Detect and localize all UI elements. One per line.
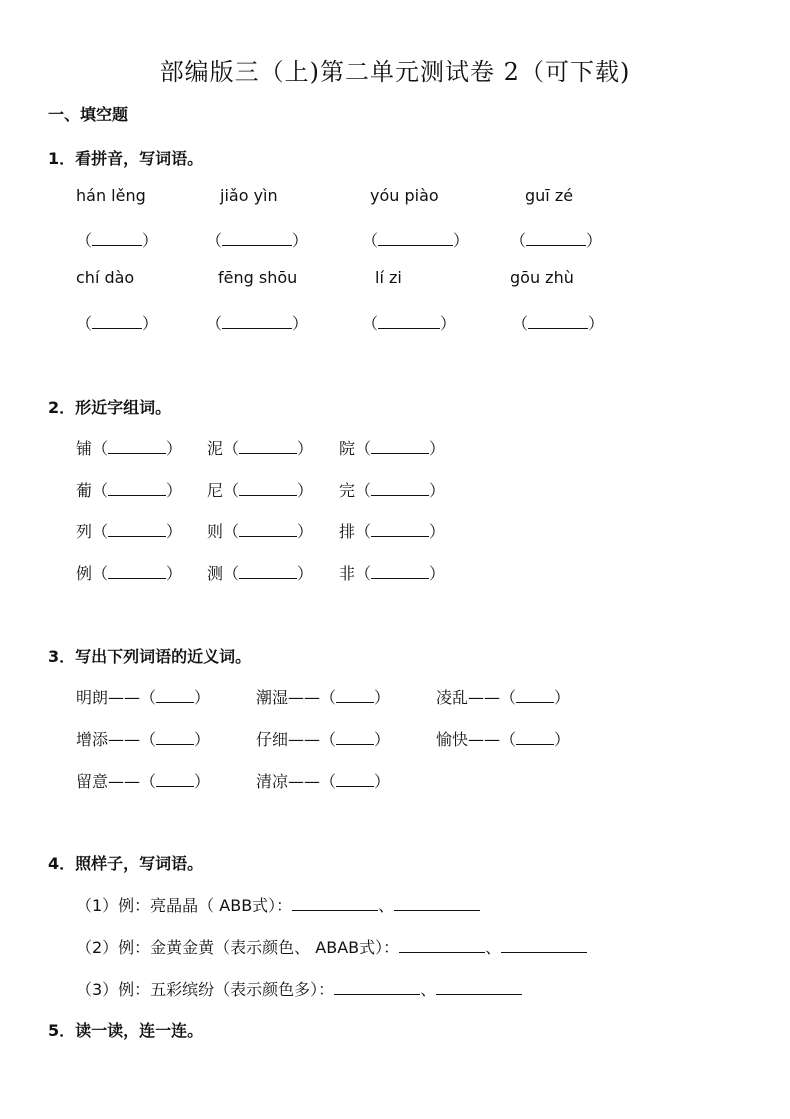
section-heading: 一、填空题 (48, 105, 129, 124)
pattern-item[interactable]: （2）例：金黄金黄（表示颜色、 ABAB式）： 、 (76, 935, 587, 958)
char-blank[interactable]: 泥（ ） (207, 439, 314, 458)
pattern-item[interactable]: （1）例：亮晶晶（ ABB式）： 、 (76, 893, 480, 916)
char-blank[interactable]: 尼（ ） (207, 481, 314, 500)
synonym-blank[interactable]: 愉快——（ ） (436, 730, 571, 749)
char-blank[interactable]: 列（ ） (76, 522, 183, 541)
answer-blank[interactable]: （ ） (510, 231, 603, 250)
answer-blank[interactable]: （ ） (362, 231, 470, 250)
question-2-title: 2．形近字组词。 (48, 398, 172, 417)
synonym-blank[interactable]: 凌乱——（ ） (436, 688, 571, 707)
pinyin: fēng shōu (218, 268, 298, 287)
char-blank[interactable]: 完（ ） (339, 481, 446, 500)
answer-blank[interactable]: （ ） (76, 314, 159, 333)
char-blank[interactable]: 测（ ） (207, 564, 314, 583)
question-5-title: 5．读一读，连一连。 (48, 1021, 204, 1040)
char-blank[interactable]: 铺（ ） (76, 439, 183, 458)
char-blank[interactable]: 排（ ） (339, 522, 446, 541)
pinyin: lí zi (375, 268, 402, 287)
char-blank[interactable]: 葡（ ） (76, 481, 183, 500)
synonym-blank[interactable]: 仔细——（ ） (256, 730, 391, 749)
question-4-title: 4．照样子，写词语。 (48, 854, 204, 873)
answer-blank[interactable]: （ ） (206, 231, 309, 250)
char-blank[interactable]: 则（ ） (207, 522, 314, 541)
pinyin: yóu piào (370, 186, 439, 205)
char-blank[interactable]: 例（ ） (76, 564, 183, 583)
pinyin: chí dào (76, 268, 135, 287)
pattern-item[interactable]: （3）例：五彩缤纷（表示颜色多）： 、 (76, 977, 522, 1000)
answer-blank[interactable]: （ ） (76, 231, 159, 250)
answer-blank[interactable]: （ ） (362, 314, 457, 333)
synonym-blank[interactable]: 明朗——（ ） (76, 688, 211, 707)
pinyin: guī zé (525, 186, 574, 205)
char-blank[interactable]: 非（ ） (339, 564, 446, 583)
synonym-blank[interactable]: 潮湿——（ ） (256, 688, 391, 707)
synonym-blank[interactable]: 清凉——（ ） (256, 772, 391, 791)
char-blank[interactable]: 院（ ） (339, 439, 446, 458)
answer-blank[interactable]: （ ） (512, 314, 605, 333)
page-title: 部编版三（上)第二单元测试卷 2（可下载) (159, 58, 631, 86)
question-1-title: 1．看拼音，写词语。 (48, 149, 204, 168)
synonym-blank[interactable]: 增添——（ ） (76, 730, 211, 749)
pinyin: gōu zhù (510, 268, 574, 287)
synonym-blank[interactable]: 留意——（ ） (76, 772, 211, 791)
answer-blank[interactable]: （ ） (206, 314, 309, 333)
pinyin: jiǎo yìn (220, 186, 278, 205)
question-3-title: 3．写出下列词语的近义词。 (48, 647, 252, 666)
pinyin: hán lěng (76, 186, 146, 205)
